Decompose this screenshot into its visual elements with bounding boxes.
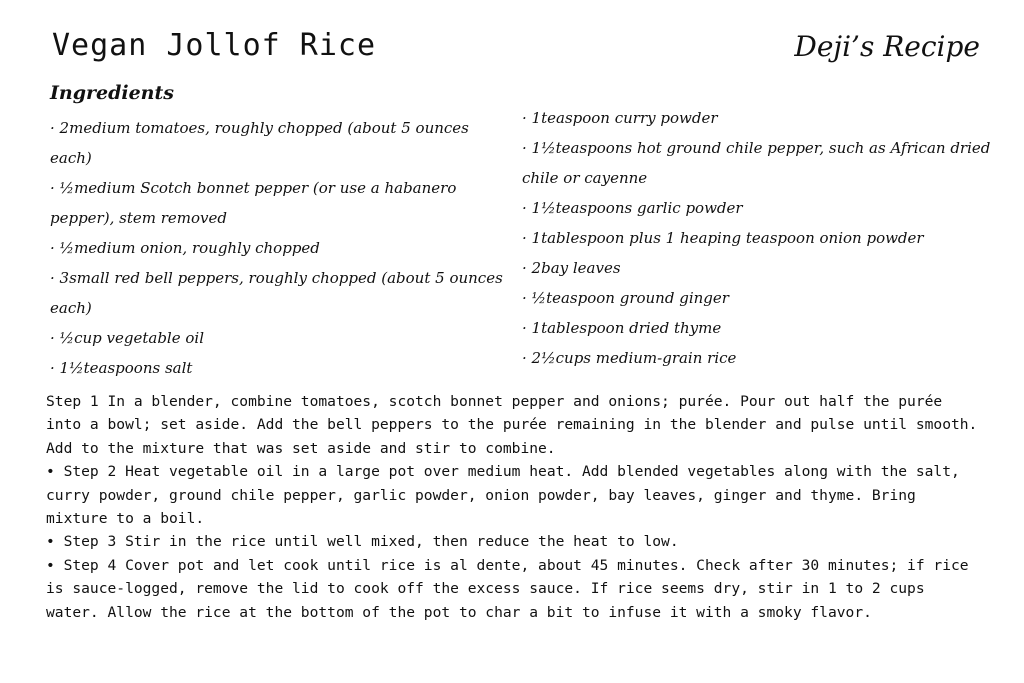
- ingredients-list-right: [522, 103, 1002, 373]
- ingredients-list-left: [50, 113, 505, 383]
- step-2: • Step 2 Heat vegetable oil in a large pot over medium heat. Add blended vegetables along with the salt, curry powder, ground chile pepper, garlic powder, onion powder, bay leaves, ginger and thyme. Bring mixture to a boil.: [46, 460, 986, 530]
- step-4: • Step 4 Cover pot and let cook until rice is al dente, about 45 minutes. Check after 30 minutes; if rice is sauce-logged, remove the lid to cook off the excess sauce. If rice seems dry, stir in 1 to 2 cups water. Allow the rice at the bottom of the pot to char a bit to infuse it with a smoky flavor.: [46, 554, 986, 624]
- recipe-title: Vegan Jollof Rice: [52, 28, 377, 63]
- ingredient-item: · 1½teaspoons hot ground chile pepper, such as African dried chile or cayenne: [522, 133, 1002, 193]
- brand-signature: Deji’s Recipe: [794, 30, 980, 63]
- step-1: Step 1 In a blender, combine tomatoes, scotch bonnet pepper and onions; purée. Pour out half the purée into a bowl; set aside. Add the bell peppers to the purée remaining in the blender and pulse until smooth. Add to the mixture that was set aside and stir to combine.: [46, 393, 978, 457]
- ingredient-item: · ½cup vegetable oil: [50, 323, 505, 353]
- ingredient-item: · 1tablespoon plus 1 heaping teaspoon onion powder: [522, 223, 1002, 253]
- ingredient-item: · 2medium tomatoes, roughly chopped (about 5 ounces each): [50, 113, 505, 173]
- ingredient-item: · 1teaspoon curry powder: [522, 103, 1002, 133]
- ingredient-item: · 3small red bell peppers, roughly chopped (about 5 ounces each): [50, 263, 505, 323]
- ingredients-heading: Ingredients: [50, 82, 174, 104]
- step-3: • Step 3 Stir in the rice until well mixed, then reduce the heat to low.: [46, 530, 986, 553]
- ingredient-item: · ½medium Scotch bonnet pepper (or use a habanero pepper), stem removed: [50, 173, 505, 233]
- ingredient-item: · ½medium onion, roughly chopped: [50, 233, 505, 263]
- ingredient-item: · ½teaspoon ground ginger: [522, 283, 1002, 313]
- ingredient-item: · 2½cups medium-grain rice: [522, 343, 1002, 373]
- ingredient-item: · 1½teaspoons garlic powder: [522, 193, 1002, 223]
- ingredient-item: · 2bay leaves: [522, 253, 1002, 283]
- ingredient-item: · 1tablespoon dried thyme: [522, 313, 1002, 343]
- instructions: [46, 390, 986, 624]
- ingredient-item: · 1½teaspoons salt: [50, 353, 505, 383]
